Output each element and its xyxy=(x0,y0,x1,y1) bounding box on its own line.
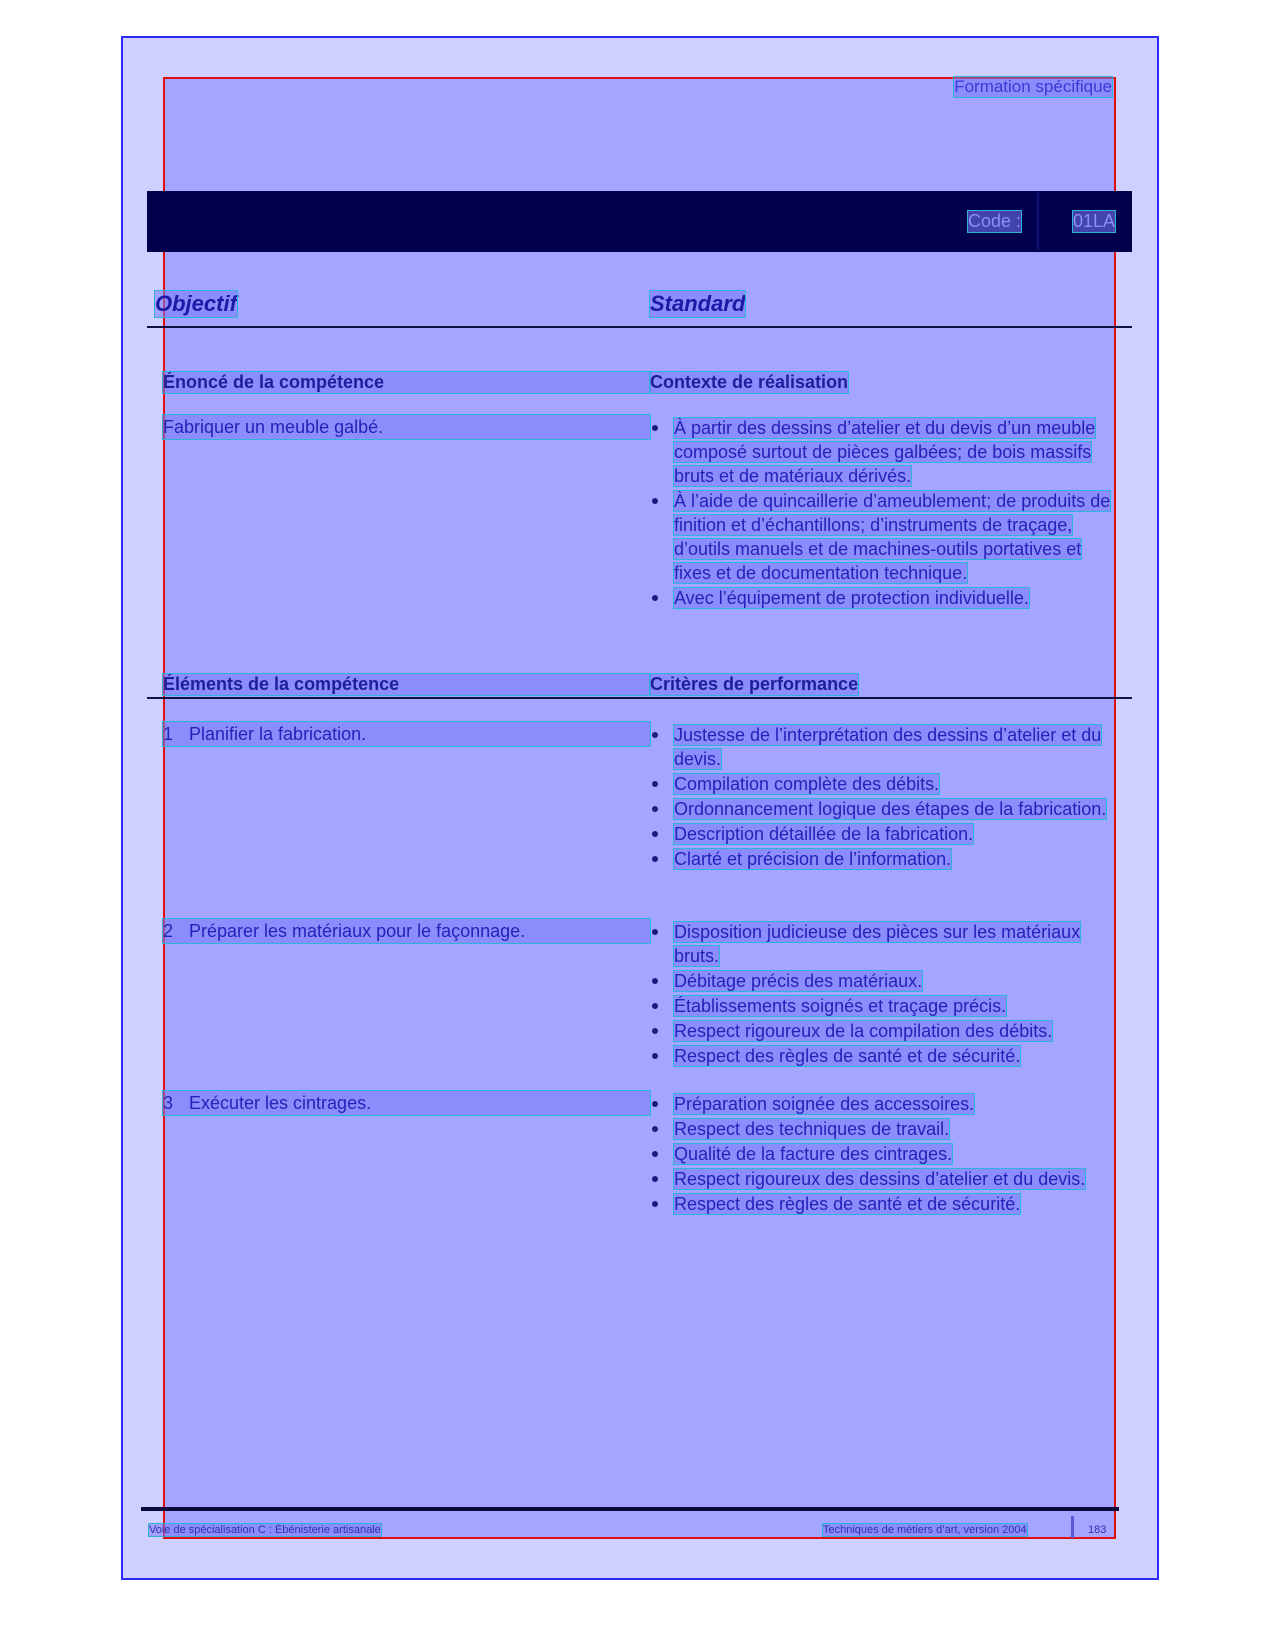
list-item: Respect rigoureux des dessins d’atelier et du devis. xyxy=(650,1167,1120,1191)
bullet-icon xyxy=(652,929,658,935)
element-1 xyxy=(163,722,650,746)
program-label: Formation spécifique xyxy=(954,77,1112,96)
element-number: 3 xyxy=(163,1093,174,1113)
footer-right: Techniques de métiers d’art, version 2004 xyxy=(823,1524,1027,1536)
bullet-icon xyxy=(652,1201,658,1207)
list-item: Qualité de la facture des cintrages. xyxy=(650,1142,1120,1166)
list-item: À partir des dessins d’atelier et du devis d’un meuble composé surtout de pièces galbées; de bois massifs bruts et de matériaux dérivés. xyxy=(650,416,1120,488)
list-item: Établissements soignés et traçage précis. xyxy=(650,994,1120,1018)
bullet-icon xyxy=(652,978,658,984)
list-item: Respect des techniques de travail. xyxy=(650,1117,1120,1141)
bullet-icon xyxy=(652,732,658,738)
bullet-icon xyxy=(652,1101,658,1107)
list-item: Disposition judicieuse des pièces sur les matériaux bruts. xyxy=(650,920,1120,968)
code-bar xyxy=(147,191,1132,252)
objectif-title: Objectif xyxy=(155,291,237,316)
context-list xyxy=(650,416,1120,611)
bullet-icon xyxy=(652,781,658,787)
list-item: Clarté et précision de l’information. xyxy=(650,847,1120,871)
bullet-icon xyxy=(652,1126,658,1132)
bullet-icon xyxy=(652,425,658,431)
list-item: À l’aide de quincaillerie d’ameublement; de produits de finition et d’échantillons; d’instruments de traçage, d’outils manuels et de machines-outils portatives et fixes et de documentation technique. xyxy=(650,489,1120,585)
competence-statement: Fabriquer un meuble galbé. xyxy=(163,415,650,439)
list-item: Ordonnancement logique des étapes de la fabrication. xyxy=(650,797,1120,821)
criteria-heading: Critères de performance xyxy=(650,674,859,694)
code-divider xyxy=(1037,193,1039,250)
list-item: Description détaillée de la fabrication. xyxy=(650,822,1120,846)
bullet-icon xyxy=(652,1003,658,1009)
bullet-icon xyxy=(652,1028,658,1034)
bullet-icon xyxy=(652,498,658,504)
page-number: 183 xyxy=(1088,1524,1107,1536)
footer-rule xyxy=(141,1507,1119,1511)
element-label: Planifier la fabrication. xyxy=(189,724,367,744)
element-2 xyxy=(163,919,650,943)
elements-heading: Éléments de la compétence xyxy=(163,674,650,695)
bullet-icon xyxy=(652,806,658,812)
bullet-icon xyxy=(652,1176,658,1182)
bullet-icon xyxy=(652,856,658,862)
list-item: Débitage précis des matériaux. xyxy=(650,969,1120,993)
code-label: Code : xyxy=(968,211,1022,231)
code-value: 01LA xyxy=(1073,211,1116,231)
criteria-list-2 xyxy=(650,920,1120,1069)
criteria-list-1 xyxy=(650,723,1120,872)
context-heading: Contexte de réalisation xyxy=(650,372,849,392)
section-rule xyxy=(147,326,1132,328)
element-number: 1 xyxy=(163,724,174,744)
list-item: Compilation complète des débits. xyxy=(650,772,1120,796)
element-label: Exécuter les cintrages. xyxy=(189,1093,372,1113)
competence-heading: Énoncé de la compétence xyxy=(163,372,650,393)
list-item: Préparation soignée des accessoires. xyxy=(650,1092,1120,1116)
element-label: Préparer les matériaux pour le façonnage. xyxy=(189,921,526,941)
element-3 xyxy=(163,1091,650,1115)
bullet-icon xyxy=(652,595,658,601)
list-item: Respect des règles de santé et de sécurité. xyxy=(650,1044,1120,1068)
bullet-icon xyxy=(652,1151,658,1157)
list-item: Respect rigoureux de la compilation des débits. xyxy=(650,1019,1120,1043)
elements-rule xyxy=(147,697,1132,699)
element-number: 2 xyxy=(163,921,174,941)
standard-title: Standard xyxy=(650,291,746,316)
footer-left: Voie de spécialisation C : Ébénisterie artisanale xyxy=(149,1524,381,1536)
footer-separator xyxy=(1071,1516,1074,1538)
criteria-list-3 xyxy=(650,1092,1120,1217)
bullet-icon xyxy=(652,1053,658,1059)
list-item: Respect des règles de santé et de sécurité. xyxy=(650,1192,1120,1216)
list-item: Justesse de l’interprétation des dessins d’atelier et du devis. xyxy=(650,723,1120,771)
list-item: Avec l’équipement de protection individuelle. xyxy=(650,586,1120,610)
bullet-icon xyxy=(652,831,658,837)
